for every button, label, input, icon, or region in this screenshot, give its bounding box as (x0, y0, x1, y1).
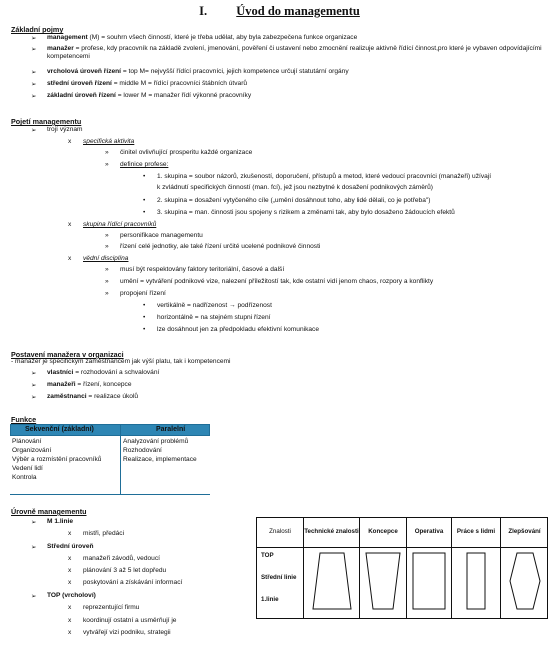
cross-bullet-icon: x (68, 617, 72, 624)
definition-label: definice profese: (120, 161, 169, 168)
cross-bullet-icon: x (68, 604, 72, 611)
activity-sub: činitel ovlivňující prosperitu každé organizace (120, 149, 253, 156)
header-concept: Koncepce (368, 528, 398, 536)
chevron-bullet-icon: » (105, 290, 109, 297)
page-title (0, 4, 559, 19)
level-middle: Střední úroveň (47, 543, 94, 550)
specific-activity: specifická aktivita (83, 138, 135, 145)
col-sequential-header: Sekvenční (základní) (25, 426, 94, 433)
header-people: Práce s lidmi (456, 528, 496, 536)
list-item: Výběr a rozmístění pracovníků (12, 455, 102, 463)
row-label-top: TOP (261, 552, 274, 559)
dot-bullet-icon: • (143, 314, 146, 321)
arrow-bullet-icon: ➢ (31, 544, 37, 551)
title-text: Úvod do managementu (236, 4, 360, 18)
role-managers: manažeři = řízení, koncepce (47, 381, 132, 388)
term-vrcholova: vrcholová úroveň řízení = top M= nejvyšší řídící pracovníci, jejich kompetence určují statutární orgány (47, 68, 349, 75)
heading-funkce: Funkce (11, 415, 37, 424)
science-discipline: vědní disciplína (83, 255, 129, 262)
title-number: I. (199, 4, 208, 18)
col-sequential (12, 438, 101, 482)
arrow-bullet-icon: ➢ (31, 46, 37, 53)
cross-bullet-icon: x (68, 138, 72, 145)
prop-horizontal: horizontálně = na stejném stupni řízení (157, 314, 271, 321)
arrow-bullet-icon: ➢ (31, 69, 37, 76)
term-manazer: manažer = profese, kdy pracovník na základě zvolení, jmenování, pověření či ustavení nebo zmocnění realizuje aktivně řídící činnost,pro které je vybaven odpovídajícími kompetencemi (47, 45, 542, 61)
concept-trapezoid-shape (365, 552, 401, 610)
header-improvement: Zlepšování (508, 528, 541, 536)
level-middle-item: plánování 3 až 5 let dopředu (83, 567, 167, 574)
heading-postaveni: Postavení manažera v organizaci (11, 350, 124, 359)
row-label-first: 1.linie (261, 596, 279, 603)
managers-group: skupina řídící pracovníků (83, 221, 157, 228)
heading-pojeti: Pojetí managementu (11, 117, 82, 126)
level-top: TOP (vrcholoví) (47, 592, 96, 599)
dot-bullet-icon: • (143, 173, 146, 180)
manager-intro: - manažer je specifickým zaměstnancem jak výší platu, tak i kompetencemi (11, 358, 231, 365)
disc-sub-1: musí být respektovány faktory teritoriální, časové a další (120, 266, 285, 273)
disc-sub-3: propojení řízení (120, 290, 166, 297)
arrow-bullet-icon: ➢ (31, 81, 37, 88)
technical-trapezoid-shape (312, 552, 352, 610)
meaning-label: trojí význam (47, 126, 83, 133)
header-technical: Technické znalosti (304, 528, 359, 536)
arrow-bullet-icon: ➢ (31, 382, 37, 389)
arrow-bullet-icon: ➢ (31, 35, 37, 42)
list-item: Realizace, implementace (123, 455, 197, 463)
prop-vertical: vertikálně = nadřízenost → podřízenost (157, 302, 272, 309)
arrow-bullet-icon: ➢ (31, 519, 37, 526)
arrow-bullet-icon: ➢ (31, 93, 37, 100)
table-header-rule (257, 547, 547, 548)
disc-sub-2: umění = vytváření podnikové vize, nalezení příležitostí tak, kde ostatní vidí jenom chaos, rozpory a konflikty (120, 278, 434, 285)
dot-bullet-icon: • (143, 197, 146, 204)
level-top-item: koordinují ostatní a usměrňují je (83, 617, 177, 624)
level-first-item: mistři, předáci (83, 530, 125, 537)
chevron-bullet-icon: » (105, 161, 109, 168)
header-knowledge: Znalosti (269, 528, 291, 536)
header-operations: Operativa (414, 528, 444, 536)
group-sub-1: personifikace managementu (120, 232, 203, 239)
row-label-middle: Střední linie (261, 574, 297, 581)
level-middle-item: poskytování a získávání informací (83, 579, 183, 586)
col-parallel-header: Paralelní (156, 426, 186, 433)
dot-bullet-icon: • (143, 326, 146, 333)
cross-bullet-icon: x (68, 255, 72, 262)
level-top-item: reprezentující firmu (83, 604, 140, 611)
cross-bullet-icon: x (68, 629, 72, 636)
chevron-bullet-icon: » (105, 243, 109, 250)
prop-communication: lze dosáhnout jen za předpokladu efektivní komunikace (157, 326, 320, 333)
term-stredni: střední úroveň řízení = middle M = řídící pracovníci štábních útvarů (47, 80, 248, 87)
heading-urovne: Úrovně managementu (11, 507, 87, 516)
level-middle-item: manažeři závodů, vedoucí (83, 555, 160, 562)
list-item: Plánování (12, 438, 42, 445)
arrow-bullet-icon: ➢ (31, 370, 37, 377)
group-sub-2: řízení celé jednotky, ale také řízení určité ucelené podnikové činnosti (120, 243, 321, 250)
cross-bullet-icon: x (68, 221, 72, 228)
role-owners: vlastníci = rozhodování a schvalování (47, 369, 160, 376)
def-group-3: 3. skupina = man. činnosti jsou spojeny s rizikem a změnami tak, aby bylo dosaženo žádoucích efektů (157, 209, 455, 216)
col-parallel (123, 438, 197, 465)
skills-comparison-table (256, 517, 548, 619)
table-bottom-border (10, 494, 210, 495)
arrow-bullet-icon: ➢ (31, 593, 37, 600)
chevron-bullet-icon: » (105, 266, 109, 273)
chevron-bullet-icon: » (105, 232, 109, 239)
def-group-1b: k zvládnutí specifických činností (man. fcí), jež jsou nezbytné k dosažení podnikových záměrů) (157, 184, 433, 191)
list-item: Analyzování problémů (123, 438, 189, 445)
functions-table (10, 424, 210, 495)
dot-bullet-icon: • (143, 302, 146, 309)
term-zakladni: základní úroveň řízení = lower M = manažer řídí výkonné pracovníky (47, 92, 252, 99)
improvement-hexagon-shape (509, 552, 541, 610)
chevron-bullet-icon: » (105, 149, 109, 156)
list-item: Rozhodování (123, 446, 162, 454)
cross-bullet-icon: x (68, 579, 72, 586)
def-group-2: 2. skupina = dosažení vytyčeného cíle („umění dosáhnout toho, aby lidé dělali, co je potřeba") (157, 197, 431, 204)
cross-bullet-icon: x (68, 530, 72, 537)
role-employees: zaměstnanci = realizace úkolů (47, 393, 139, 400)
list-item: Vedení lidí (12, 464, 43, 472)
def-group-1a: 1. skupina = soubor názorů, zkušeností, doporučení, přístupů a metod, které vedoucí pracovníci (manažeři) užívají (157, 173, 492, 180)
operations-rectangle-shape (412, 552, 446, 610)
cross-bullet-icon: x (68, 567, 72, 574)
table-divider (120, 424, 121, 495)
heading-zakladni-pojmy: Základní pojmy (11, 25, 64, 34)
term-management: management (M) = souhrn všech činností, které je třeba udělat, aby byla zabezpečena funkce organizace (47, 34, 358, 41)
arrow-bullet-icon: ➢ (31, 127, 37, 134)
level-first-line: M 1.linie (47, 518, 74, 525)
dot-bullet-icon: • (143, 209, 146, 216)
cross-bullet-icon: x (68, 555, 72, 562)
arrow-bullet-icon: ➢ (31, 394, 37, 401)
level-top-item: vytvářejí vizi podniku, strategii (83, 629, 171, 636)
chevron-bullet-icon: » (105, 278, 109, 285)
list-item: Kontrola (12, 473, 37, 481)
functions-table-header (10, 424, 210, 436)
list-item: Organizování (12, 446, 52, 454)
people-rectangle-shape (466, 552, 486, 610)
